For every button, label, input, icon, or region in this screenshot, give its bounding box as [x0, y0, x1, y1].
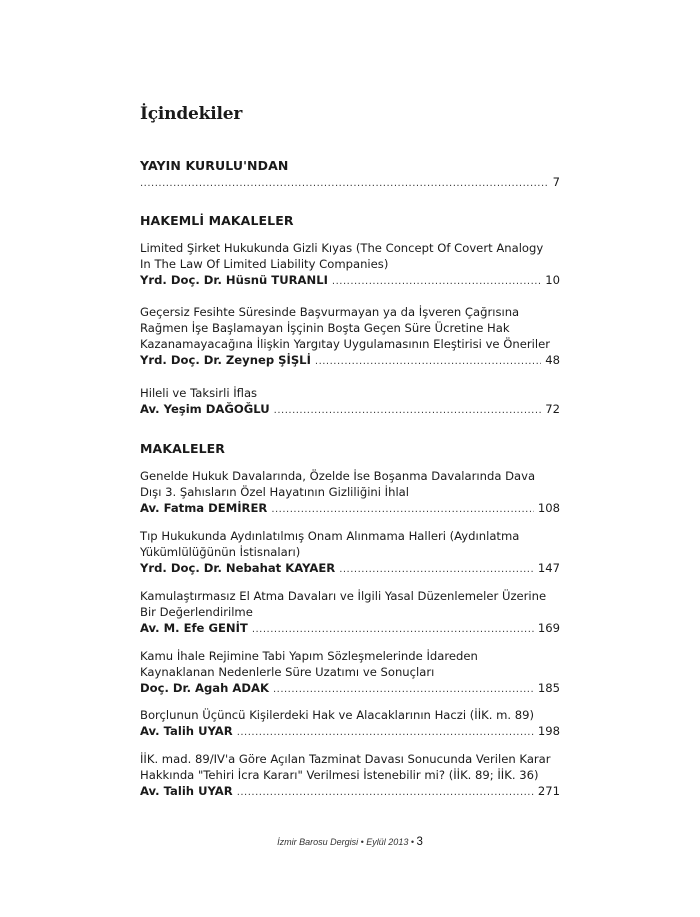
issue-date: Eylül 2013: [366, 837, 409, 847]
leader-dots: [237, 725, 534, 741]
leader-dots: [252, 622, 534, 638]
footer-page-number: 3: [416, 836, 423, 848]
entry-title-line: Bir Değerlendirilme: [140, 605, 253, 619]
toc-entry[interactable]: [140, 751, 560, 801]
entry-title-line: Yükümlülüğünün İstisnaları): [140, 545, 301, 559]
entry-title-line: Limited Şirket Hukukunda Gizli Kıyas (The Concept Of Covert Analogy: [140, 241, 544, 255]
entry-author: Yrd. Doç. Dr. Nebahat KAYAER: [140, 561, 336, 575]
page-number: 185: [537, 681, 560, 695]
bullet-separator: •: [360, 837, 367, 847]
toc-entry[interactable]: [140, 528, 560, 578]
section-heading-editorial: YAYIN KURULU'NDAN: [140, 158, 289, 173]
leader-dots: [274, 403, 542, 419]
entry-author: Av. Talih UYAR: [140, 724, 233, 738]
toc-entry[interactable]: [140, 304, 560, 370]
toc-entry[interactable]: [140, 240, 560, 290]
page-footer: [0, 836, 700, 848]
entry-title-line: Kamu İhale Rejimine Tabi Yapım Sözleşmelerinde İdareden: [140, 649, 478, 663]
entry-title-line: Dışı 3. Şahısların Özel Hayatının Gizliliğini İhlal: [140, 485, 409, 499]
toc-entry[interactable]: [140, 588, 560, 638]
page-number: 271: [537, 784, 560, 798]
entry-title-line: Kamulaştırmasız El Atma Davaları ve İlgili Yasal Düzenlemeler Üzerine: [140, 589, 547, 603]
entry-title-line: In The Law Of Limited Liability Companies): [140, 257, 389, 271]
entry-title-line: İİK. mad. 89/IV'a Göre Açılan Tazminat Davası Sonucunda Verilen Karar: [140, 752, 551, 766]
page-number: 108: [537, 501, 560, 515]
entry-author: Doç. Dr. Agah ADAK: [140, 681, 269, 695]
entry-author: Av. Yeşim DAĞOĞLU: [140, 402, 270, 416]
entry-title-line: Kaynaklanan Nedenlerle Süre Uzatımı ve Sonuçları: [140, 665, 435, 679]
entry-author: Av. Fatma DEMİRER: [140, 501, 268, 515]
toc-entry[interactable]: [140, 385, 560, 419]
toc-entry[interactable]: [140, 648, 560, 698]
page-title: İçindekiler: [140, 104, 243, 124]
leader-dots: [271, 502, 534, 518]
journal-name: İzmir Barosu Dergisi: [277, 837, 359, 847]
entry-author: Yrd. Doç. Dr. Zeynep ŞİŞLİ: [140, 353, 311, 367]
page-number: 147: [537, 561, 560, 575]
entry-title-line: Tıp Hukukunda Aydınlatılmış Onam Alınmama Halleri (Aydınlatma: [140, 529, 520, 543]
entry-title-line: Hakkında "Tehiri İcra Kararı" Verilmesi İstenebilir mi? (İİK. 89; İİK. 36): [140, 768, 539, 782]
toc-entry[interactable]: [140, 707, 560, 741]
entry-title-line: Kazanamayacağına İlişkin Yargıtay Uygulamasının Eleştirisi ve Öneriler: [140, 337, 550, 351]
leader-dots: [315, 354, 541, 370]
entry-title-line: Genelde Hukuk Davalarında, Özelde İse Boşanma Davalarında Dava: [140, 469, 536, 483]
bullet-separator: •: [410, 837, 417, 847]
page-number: 169: [537, 621, 560, 635]
page-number: 10: [545, 273, 560, 287]
entry-title-line: Borçlunun Üçüncü Kişilerdeki Hak ve Alacaklarının Haczi (İİK. m. 89): [140, 708, 535, 722]
leader-dots: [140, 176, 549, 192]
section-heading-articles: MAKALELER: [140, 441, 226, 456]
leader-dots: [332, 274, 541, 290]
page-number: 7: [552, 175, 560, 189]
entry-author: Av. Talih UYAR: [140, 784, 233, 798]
section-heading-refereed: HAKEMLİ MAKALELER: [140, 213, 294, 228]
toc-entry[interactable]: [140, 468, 560, 518]
entry-author: Av. M. Efe GENİT: [140, 621, 248, 635]
page-number: 198: [537, 724, 560, 738]
entry-title-line: Geçersiz Fesihte Süresinde Başvurmayan ya da İşveren Çağrısına: [140, 305, 520, 319]
toc-entry-editorial[interactable]: [140, 174, 560, 192]
page-number: 48: [545, 353, 560, 367]
page-number: 72: [545, 402, 560, 416]
leader-dots: [273, 682, 534, 698]
leader-dots: [237, 785, 534, 801]
entry-author: Yrd. Doç. Dr. Hüsnü TURANLI: [140, 273, 328, 287]
entry-title-line: Hileli ve Taksirli İflas: [140, 386, 258, 400]
leader-dots: [339, 562, 534, 578]
entry-title-line: Rağmen İşe Başlamayan İşçinin Boşta Geçen Süre Ücretine Hak: [140, 321, 510, 335]
